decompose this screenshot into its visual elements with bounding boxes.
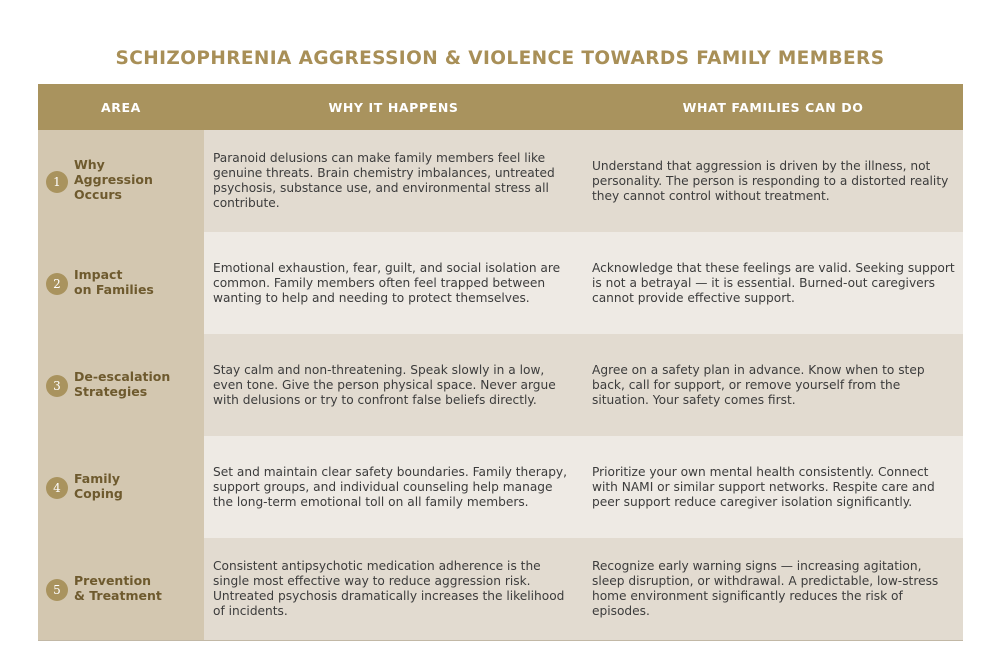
- table-row: [38, 538, 963, 640]
- area-label: Family Coping: [74, 470, 123, 501]
- area-cell: [38, 334, 204, 436]
- why-cell: Emotional exhaustion, fear, guilt, and social isolation are common. Family members often feel trapped between wanting to help and needing to protect themselves.: [204, 232, 583, 334]
- row-number-badge: 2: [46, 273, 68, 295]
- header-why: WHY IT HAPPENS: [328, 99, 459, 115]
- table-header: [38, 84, 963, 130]
- area-label: Prevention & Treatment: [74, 572, 162, 603]
- row-number-badge: 5: [46, 579, 68, 601]
- table-row: [38, 334, 963, 436]
- area-cell: [38, 232, 204, 334]
- row-number-badge: 4: [46, 477, 68, 499]
- table-row: [38, 130, 963, 232]
- page-title: SCHIZOPHRENIA AGGRESSION & VIOLENCE TOWARDS FAMILY MEMBERS: [115, 48, 885, 69]
- row-number-badge: 1: [46, 171, 68, 193]
- row-number-badge: 3: [46, 375, 68, 397]
- area-label: Why Aggression Occurs: [74, 157, 153, 202]
- what-cell: Recognize early warning signs — increasing agitation, sleep disruption, or withdrawal. A predictable, low-stress home environment significantly reduces the risk of episodes.: [583, 538, 963, 640]
- why-cell: Paranoid delusions can make family members feel like genuine threats. Brain chemistry imbalances, untreated psychosis, substance use, and environmental stress all contribute.: [204, 130, 583, 232]
- why-cell: Consistent antipsychotic medication adherence is the single most effective way to reduce aggression risk. Untreated psychosis dramatically increases the likelihood of incidents.: [204, 538, 583, 640]
- why-cell: Set and maintain clear safety boundaries. Family therapy, support groups, and individual counseling help manage the long-term emotional toll on all family members.: [204, 436, 583, 538]
- area-cell: [38, 130, 204, 232]
- why-cell: Stay calm and non-threatening. Speak slowly in a low, even tone. Give the person physical space. Never argue with delusions or try to confront false beliefs directly.: [204, 334, 583, 436]
- table-row: [38, 232, 963, 334]
- area-cell: [38, 538, 204, 640]
- what-cell: Acknowledge that these feelings are valid. Seeking support is not a betrayal — it is essential. Burned-out caregivers cannot provide effective support.: [583, 232, 963, 334]
- header-what: WHAT FAMILIES CAN DO: [682, 99, 864, 115]
- what-cell: Prioritize your own mental health consistently. Connect with NAMI or similar support networks. Respite care and peer support reduce caregiver isolation significantly.: [583, 436, 963, 538]
- area-cell: [38, 436, 204, 538]
- what-cell: Agree on a safety plan in advance. Know when to step back, call for support, or remove yourself from the situation. Your safety comes first.: [583, 334, 963, 436]
- what-cell: Understand that aggression is driven by the illness, not personality. The person is responding to a distorted reality they cannot control without treatment.: [583, 130, 963, 232]
- table-row: [38, 436, 963, 538]
- table-bottom-border: [38, 640, 963, 641]
- area-label: De-escalation Strategies: [74, 368, 171, 399]
- area-label: Impact on Families: [74, 266, 154, 297]
- info-table: [38, 84, 963, 641]
- header-area: AREA: [101, 99, 141, 115]
